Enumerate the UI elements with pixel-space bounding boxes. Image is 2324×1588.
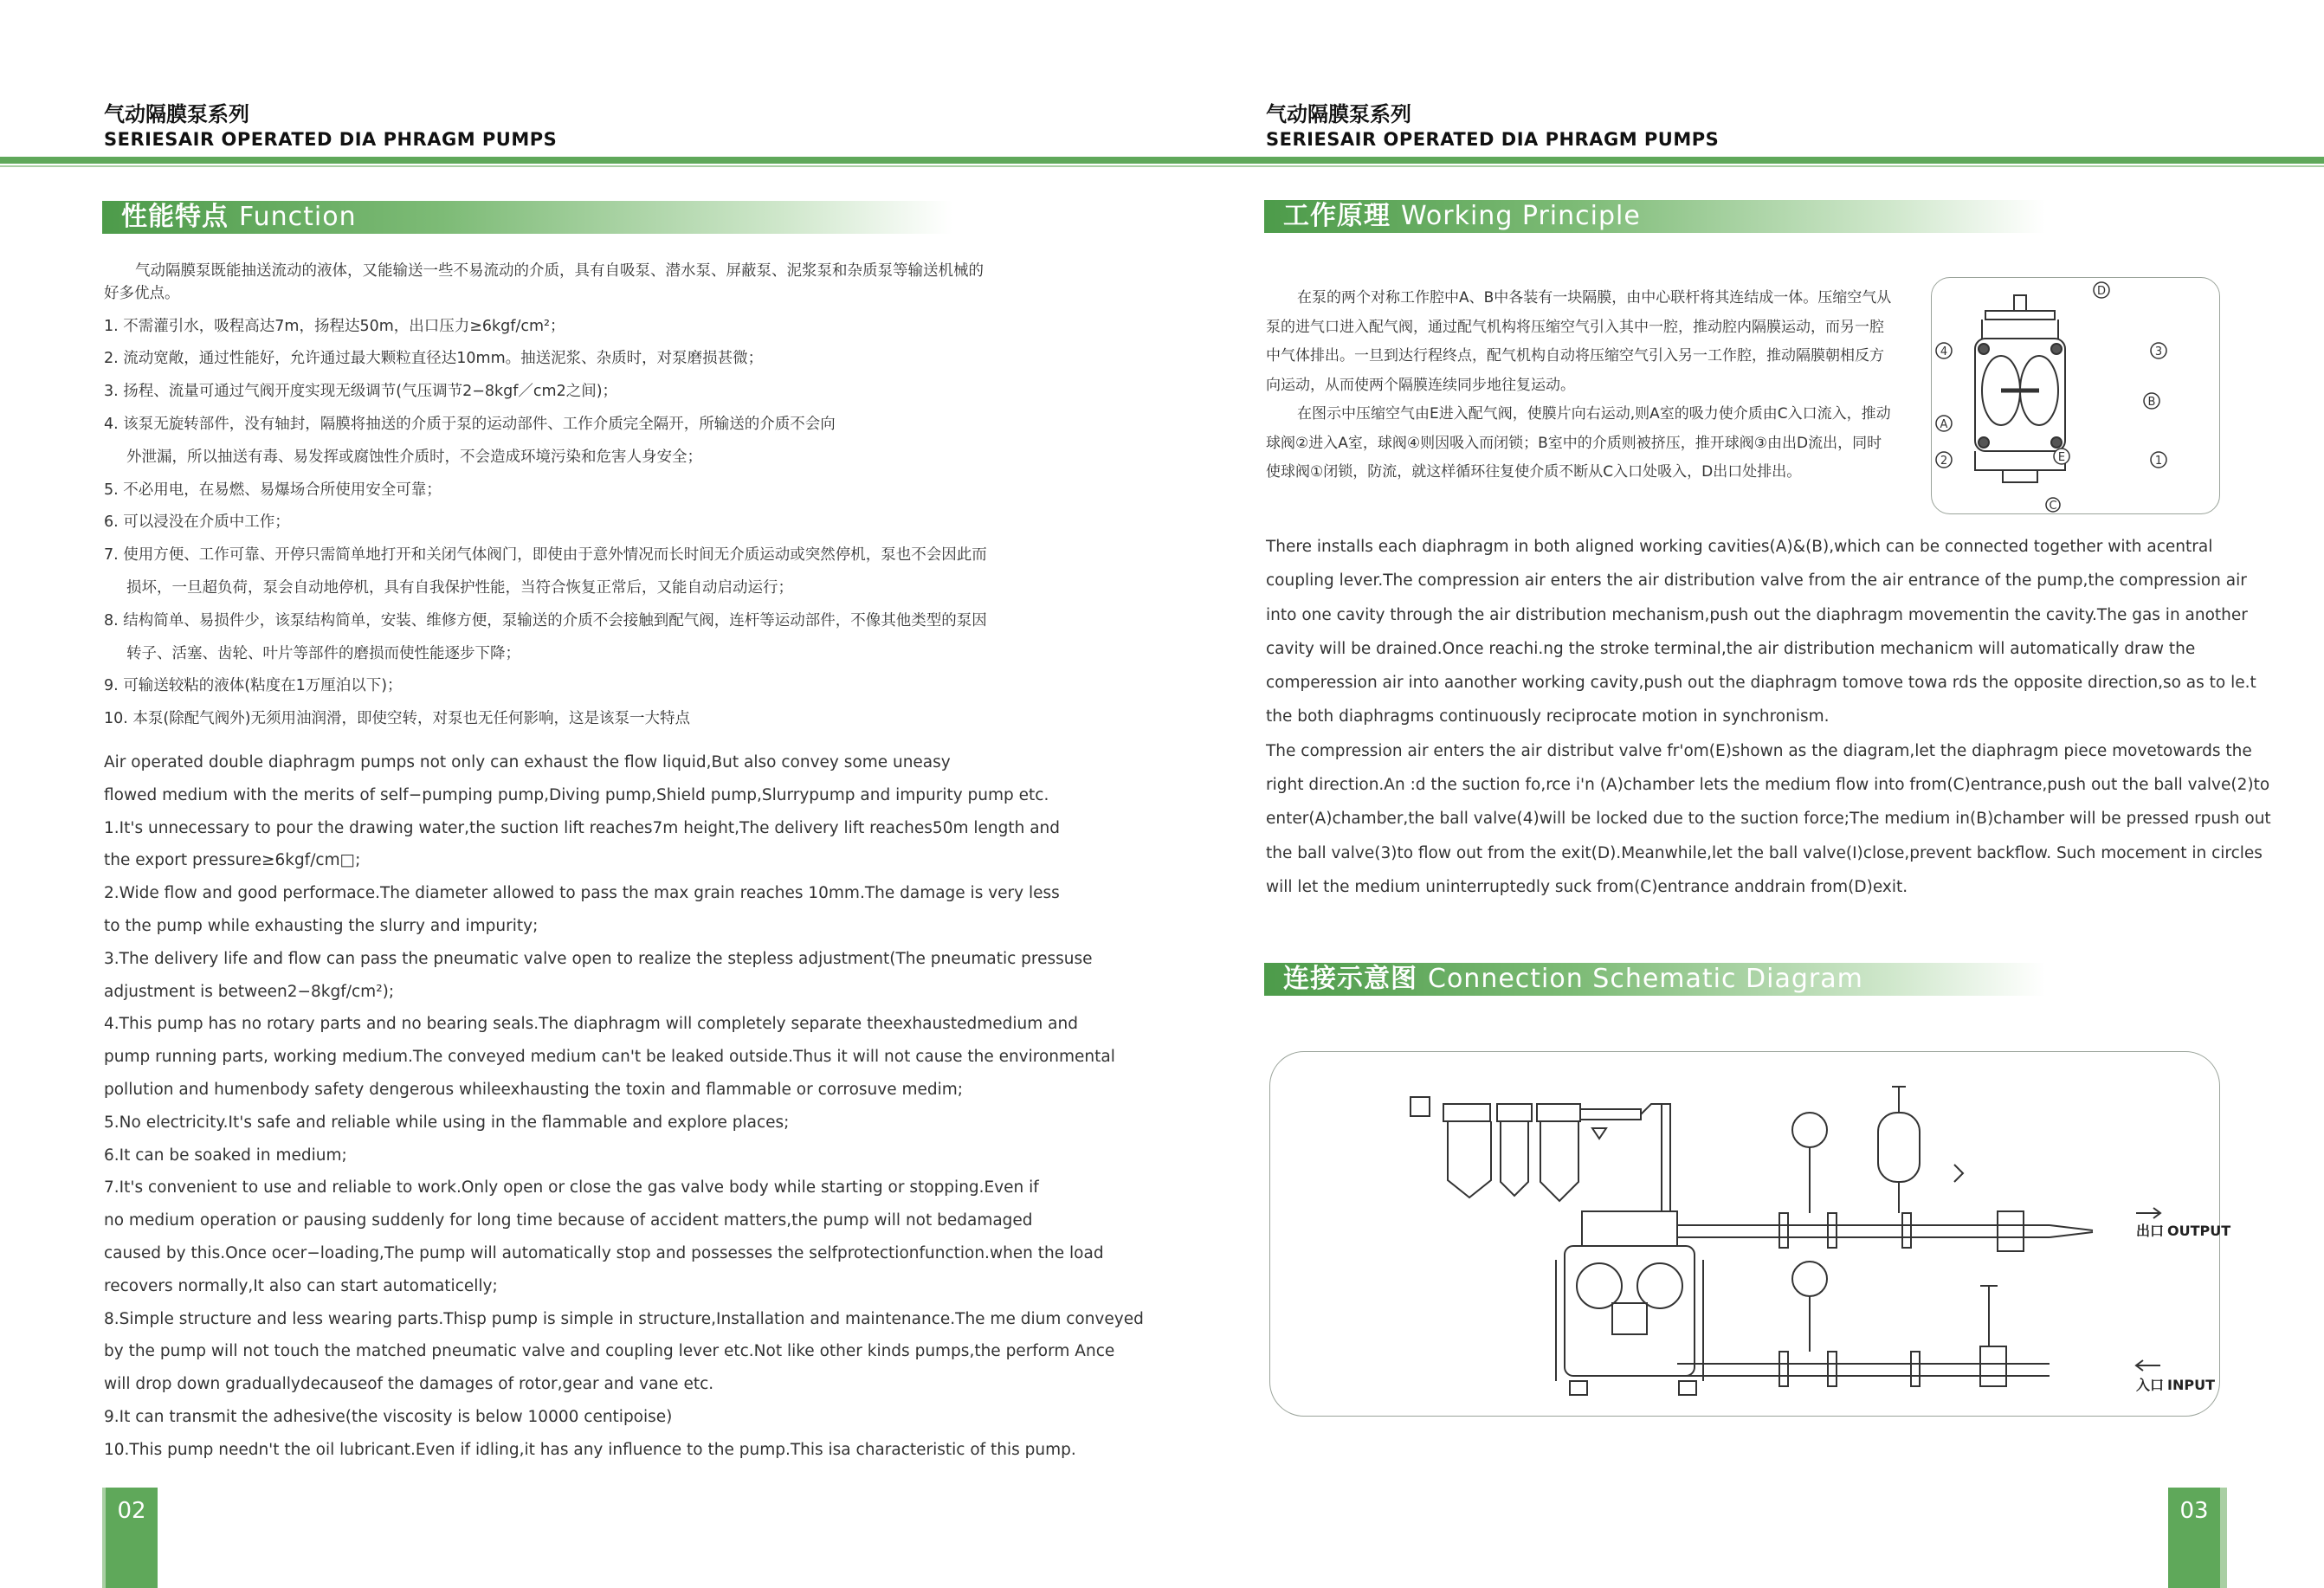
list-item-cont: 损坏，一旦超负荷，泵会自动地停机，具有自我保护性能，当符合恢复正常后，又能自动启动运行； — [126, 578, 793, 597]
paragraph: 4.This pump has no rotary parts and no bearing seals.The diaphragm will completely separate theexhaustedmedium and — [104, 1015, 1078, 1034]
paragraph: 气动隔膜泵既能抽送流动的液体，又能输送一些不易流动的介质，具有自吸泵、潜水泵、屏蔽泵、泥浆泵和杂质泵等输送机械的 — [135, 262, 984, 280]
list-item: 3. 扬程、流量可通过气阀开度实现无级调节(气压调节2−8kgf／cm2之间)； — [104, 383, 618, 401]
function-en-text — [104, 746, 1144, 1467]
paragraph: comperession air into aanother working cavity,push out the diaphragm tomove towa rds the opposite direction,so as to le.t — [1266, 674, 2256, 693]
paragraph: to the pump while exhausting the slurry and impurity; — [104, 916, 539, 935]
paragraph: recovers normally,It also can start automaticelly; — [104, 1276, 498, 1295]
pump-label-a: A — [1940, 418, 1948, 431]
pump-label-c: C — [2049, 500, 2057, 513]
connection-schematic-diagram — [1269, 1051, 2231, 1417]
section-title-en: Connection Schematic Diagram — [1428, 964, 1863, 994]
section-title-connection-schematic — [1264, 963, 2045, 996]
paragraph: cavity will be drained.Once reachi.ng the stroke terminal,the air distribution mechanicm will automatically draw the — [1266, 639, 2196, 658]
section-title-cn: 连接示意图 — [1283, 964, 1417, 994]
paragraph: the export pressure≥6kgf/cm□; — [104, 851, 361, 870]
section-title-en: Function — [239, 202, 357, 232]
left-header-title-cn: 气动隔膜泵系列 — [104, 102, 249, 126]
paragraph: 泵的进气口进入配气阀，通过配气机构将压缩空气引入其中一腔，推动腔内隔膜运动，而另一腔 — [1266, 318, 1884, 336]
paragraph: will drop down graduallydecauseof the damages of rotor,gear and vane etc. — [104, 1375, 714, 1394]
paragraph: adjustment is between2−8kgf/cm²); — [104, 982, 395, 1001]
paragraph: 使球阀①闭锁，防流，就这样循环往复使介质不断从C入口处吸入，D出口处排出。 — [1266, 463, 1802, 481]
list-item: 6. 可以浸没在介质中工作； — [104, 513, 290, 532]
page-bar-accent-right — [2220, 1488, 2227, 1588]
pump-label-d: D — [2096, 285, 2107, 298]
paragraph: 中气体排出。一旦到达行程终点，配气机构自动将压缩空气引入另一工作腔，推动隔膜朝相反方 — [1266, 347, 1884, 365]
paragraph: flowed medium with the merits of self−pumping pump,Diving pump,Shield pump,Slurrypump and impurity pump etc. — [104, 785, 1049, 804]
output-label-en: OUTPUT — [2167, 1223, 2231, 1239]
paragraph: 球阀②进入A室，球阀④则因吸入而闭锁；B室中的介质则被挤压，推开球阀③由出D流出，同时 — [1266, 434, 1882, 452]
paragraph: right direction.An :d the suction fo,rce i'n (A)chamber lets the medium flow into from(C)entrance,push out the ball valve(2)to — [1266, 776, 2270, 795]
list-item-cont: 外泄漏，所以抽送有毒、易发挥或腐蚀性介质时，不会造成环境污染和危害人身安全； — [126, 448, 702, 466]
input-label-cn: 入口 — [2136, 1377, 2165, 1393]
paragraph: 3.The delivery life and flow can pass the pneumatic valve open to realize the stepless adjustment(The pneumatic pressuse — [104, 949, 1093, 968]
paragraph: enter(A)chamber,the ball valve(4)will be locked due to the suction force;The medium in(B)chamber will be pressed rpush out — [1266, 810, 2271, 829]
paragraph: by the pump will not touch the matched pneumatic valve and coupling lever etc.Not like other kinds pumps,the perform Ance — [104, 1342, 1115, 1361]
paragraph: no medium operation or pausing suddenly for long time because of accident matters,the pump will not bedamaged — [104, 1211, 1033, 1230]
list-item: 10. 本泵(除配气阀外)无须用油润滑，即使空转，对泵也无任何影响，这是该泵一大特点 — [104, 710, 691, 728]
section-title-cn: 工作原理 — [1283, 201, 1391, 231]
list-item: 4. 该泵无旋转部件，没有轴封，隔膜将抽送的介质于泵的运动部件、工作介质完全隔开，所输送的介质不会向 — [104, 415, 836, 433]
input-label-en: INPUT — [2167, 1377, 2215, 1393]
pump-label-3: 3 — [2154, 345, 2163, 358]
right-header-title-cn: 气动隔膜泵系列 — [1266, 102, 1411, 126]
paragraph: pollution and humenbody safety dengerous whileexhausting the toxin and flammable or corrosuve medim; — [104, 1080, 964, 1099]
list-item-cont: 转子、活塞、齿轮、叶片等部件的磨损而使性能逐步下降； — [126, 644, 520, 662]
left-header-title-en: SERIESAIR OPERATED DIA PHRAGM PUMPS — [104, 129, 558, 150]
pump-label-1: 1 — [2154, 455, 2163, 468]
paragraph: 7.It's convenient to use and reliable to work.Only open or close the gas valve body while starting or stopping.Even if — [104, 1178, 1039, 1197]
header-rule-thin — [0, 165, 2324, 167]
paragraph: coupling lever.The compression air enters the air distribution valve from the air entrance of the pump,the compression air — [1266, 571, 2247, 591]
paragraph: 6.It can be soaked in medium; — [104, 1146, 347, 1165]
pump-section-drawing — [1932, 278, 2219, 513]
list-item: 2. 流动宽敞，通过性能好，允许通过最大颗粒直径达10mm。抽送泥浆、杂质时，对泵磨损甚微； — [104, 350, 764, 368]
paragraph: Air operated double diaphragm pumps not only can exhaust the flow liquid,But also convey some uneasy — [104, 753, 951, 771]
page-number-right: 03 — [2179, 1498, 2209, 1524]
section-title-working-principle — [1264, 200, 2045, 233]
working-principle-cn-text — [1266, 284, 1924, 487]
paragraph: 1.It's unnecessary to pour the drawing water,the suction lift reaches7m height,The delivery lift reaches50m length and — [104, 818, 1061, 837]
right-header-title-en: SERIESAIR OPERATED DIA PHRAGM PUMPS — [1266, 129, 1720, 150]
paragraph: 5.No electricity.It's safe and reliable while using in the flammable and explore places; — [104, 1113, 790, 1132]
list-item: 7. 使用方便、工作可靠、开停只需简单地打开和关闭气体阀门，即使由于意外情况而长时间无介质运动或突然停机，泵也不会因此而 — [104, 546, 987, 565]
header-rule — [0, 157, 2324, 164]
list-item: 9. 可输送较粘的液体(粘度在1万厘泊以下)； — [104, 677, 403, 695]
paragraph: There installs each diaphragm in both aligned working cavities(A)&(B),which can be connected together with acentral — [1266, 538, 2213, 556]
paragraph: the ball valve(3)to flow out from the exit(D).Meanwhile,let the ball valve(I)close,prevent backflow. Such mocement in circles — [1266, 843, 2263, 862]
pump-label-e: E — [2057, 451, 2066, 464]
paragraph: into one cavity through the air distribution mechanism,push out the diaphragm movementin the cavity.The gas in another — [1266, 605, 2248, 624]
section-title-en: Working Principle — [1401, 201, 1641, 231]
paragraph: 在图示中压缩空气由E进入配气阀，使膜片向右运动,则A室的吸力使介质由C入口流入，推动 — [1297, 405, 1891, 423]
paragraph: 在泵的两个对称工作腔中A、B中各装有一块隔膜，由中心联杆将其连结成一体。压缩空气从 — [1297, 289, 1892, 307]
paragraph: 好多优点。 — [104, 284, 180, 302]
output-label-cn: 出口 — [2136, 1223, 2165, 1239]
list-item: 8. 结构简单、易损件少，该泵结构简单，安装、维修方便，泵输送的介质不会接触到配气阀，连杆等运动部件，不像其他类型的泵因 — [104, 611, 987, 629]
pump-label-2: 2 — [1940, 455, 1948, 468]
paragraph: 向运动，从而使两个隔膜连续同步地往复运动。 — [1266, 376, 1575, 394]
working-principle-en-text — [1266, 530, 2271, 904]
list-item: 1. 不需灌引水，吸程高达7m，扬程达50m，出口压力≥6kgf/cm²； — [104, 317, 565, 335]
connection-schematic-drawing — [1270, 1052, 2231, 1416]
paragraph: will let the medium uninterruptedly suck from(C)entrance anddrain from(D)exit. — [1266, 877, 1908, 896]
paragraph: 2.Wide flow and good performace.The diameter allowed to pass the max grain reaches 10mm.The damage is very less — [104, 884, 1060, 903]
page-number-left: 02 — [117, 1498, 146, 1524]
pump-section-diagram — [1931, 277, 2220, 514]
paragraph: the both diaphragms continuously reciprocate motion in synchronism. — [1266, 707, 1830, 726]
section-title-function — [102, 201, 952, 234]
paragraph: pump running parts, working medium.The conveyed medium can't be leaked outside.Thus it will not cause the environmental — [104, 1048, 1115, 1067]
paragraph: 9.It can transmit the adhesive(the viscosity is below 10000 centipoise) — [104, 1407, 673, 1426]
pump-label-b: B — [2147, 396, 2156, 409]
paragraph: caused by this.Once ocer−loading,The pump will automatically stop and possesses the selfprotectionfunction.when the load — [104, 1243, 1104, 1262]
pump-label-4: 4 — [1940, 345, 1948, 358]
paragraph: The compression air enters the air distribut valve fr'om(E)shown as the diagram,let the diaphragm piece movetowards the — [1266, 741, 2252, 760]
list-item: 5. 不必用电，在易燃、易爆场合所使用安全可靠； — [104, 481, 442, 499]
function-cn-text — [104, 255, 1074, 736]
paragraph: 8.Simple structure and less wearing parts.Thisp pump is simple in structure,Installation and maintenance.The me dium conveyed — [104, 1309, 1144, 1328]
section-title-cn: 性能特点 — [121, 202, 229, 232]
paragraph: 10.This pump needn't the oil lubricant.Even if idling,it has any influence to the pump.This isa characteristic of this pump. — [104, 1440, 1076, 1459]
